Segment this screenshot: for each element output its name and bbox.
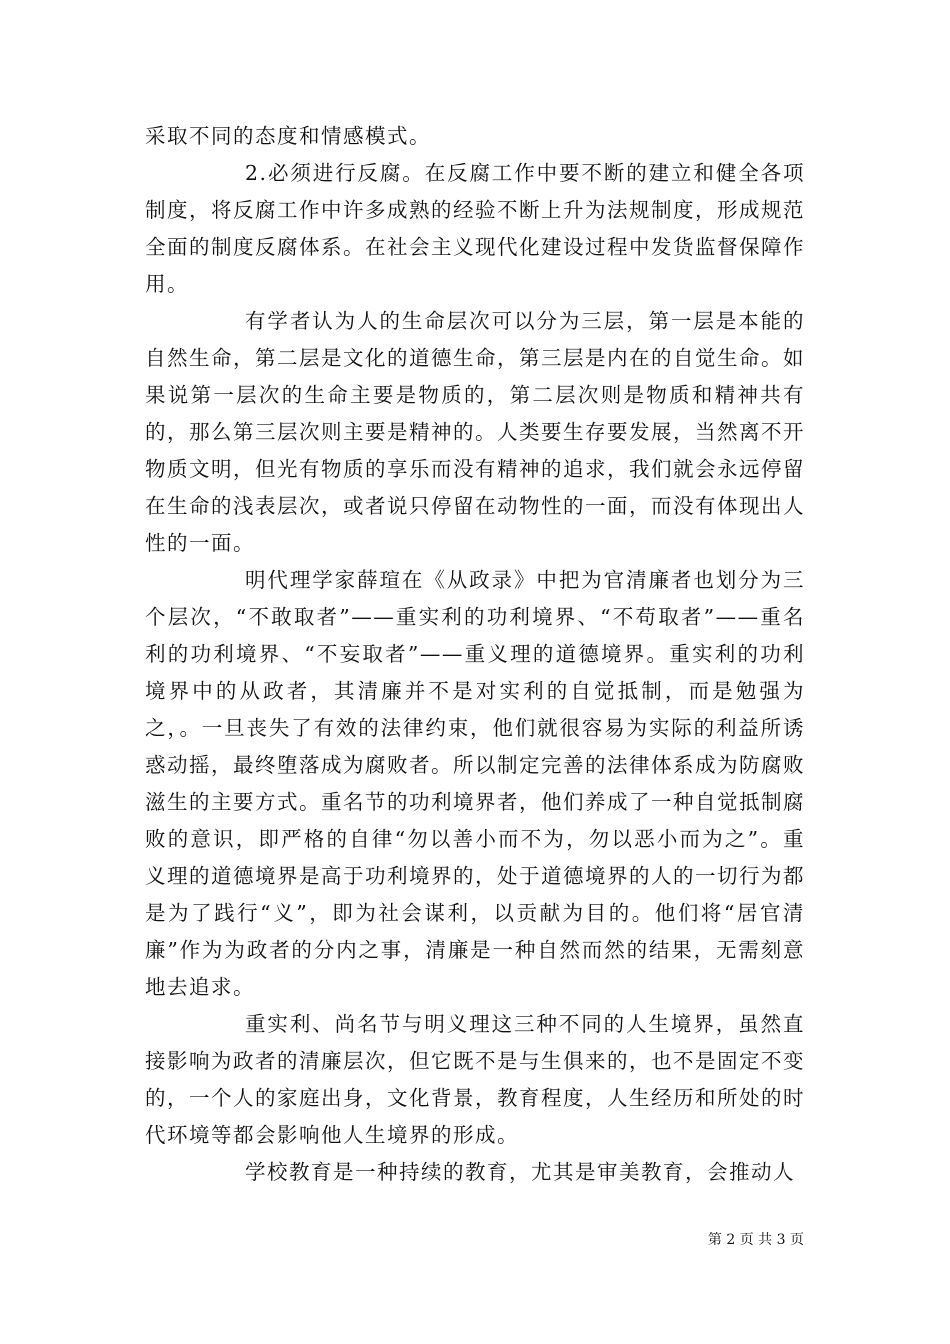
paragraph-2: 2.必须进行反腐。在反腐工作中要不断的建立和健全各项制度，将反腐工作中许多成熟的经验不断上升为法规制度，形成规范全面的制度反腐体系。在社会主义现代化建设过程中发货监督保障作用。 xyxy=(145,161,805,296)
page-number-footer: 第 2 页 共 3 页 xyxy=(707,1232,804,1248)
paragraph-5: 重实利、尚名节与明义理这三种不同的人生境界，虽然直接影响为政者的清廉层次，但它既不是与生俱来的，也不是固定不变的，一个人的家庭出身，文化背景，教育程度，人生经历和所处的时代环境等都会影响他人生境界的形成。 xyxy=(145,1012,805,1147)
paragraph-6: 学校教育是一种持续的教育，尤其是审美教育，会推动人 xyxy=(245,1160,795,1184)
paragraph-3: 有学者认为人的生命层次可以分为三层，第一层是本能的自然生命，第二层是文化的道德生命，第三层是内在的自觉生命。如果说第一层次的生命主要是物质的，第二层次则是物质和精神共有的，那么第三层次则主要是精神的。人类要生存要发展，当然离不开物质文明，但光有物质的享乐而没有精神的追求，我们就会永远停留在生命的浅表层次，或者说只停留在动物性的一面，而没有体现出人性的一面。 xyxy=(145,309,805,555)
body-text xyxy=(145,118,805,1191)
paragraph-1: 采取不同的态度和情感模式。 xyxy=(145,124,431,148)
paragraph-4: 明代理学家薛瑄在《从政录》中把为官清廉者也划分为三个层次，“不敢取者”——重实利的功利境界、“不苟取者”——重名利的功利境界、“不妄取者”——重义理的道德境界。重实利的功利境界中的从政者，其清廉并不是对实利的自觉抵制，而是勉强为之，。一旦丧失了有效的法律约束，他们就很容易为实际的利益所诱惑动摇，最终堕落成为腐败者。所以制定完善的法律体系成为防腐败滋生的主要方式。重名节的功利境界者，他们养成了一种自觉抵制腐败的意识，即严格的自律“勿以善小而不为，勿以恶小而为之”。重义理的道德境界是高于功利境界的，处于道德境界的人的一切行为都是为了践行“义”，即为社会谋利，以贡献为目的。他们将“居官清廉”作为为政者的分内之事，清廉是一种自然而然的结果，无需刻意地去追求。 xyxy=(145,568,805,999)
